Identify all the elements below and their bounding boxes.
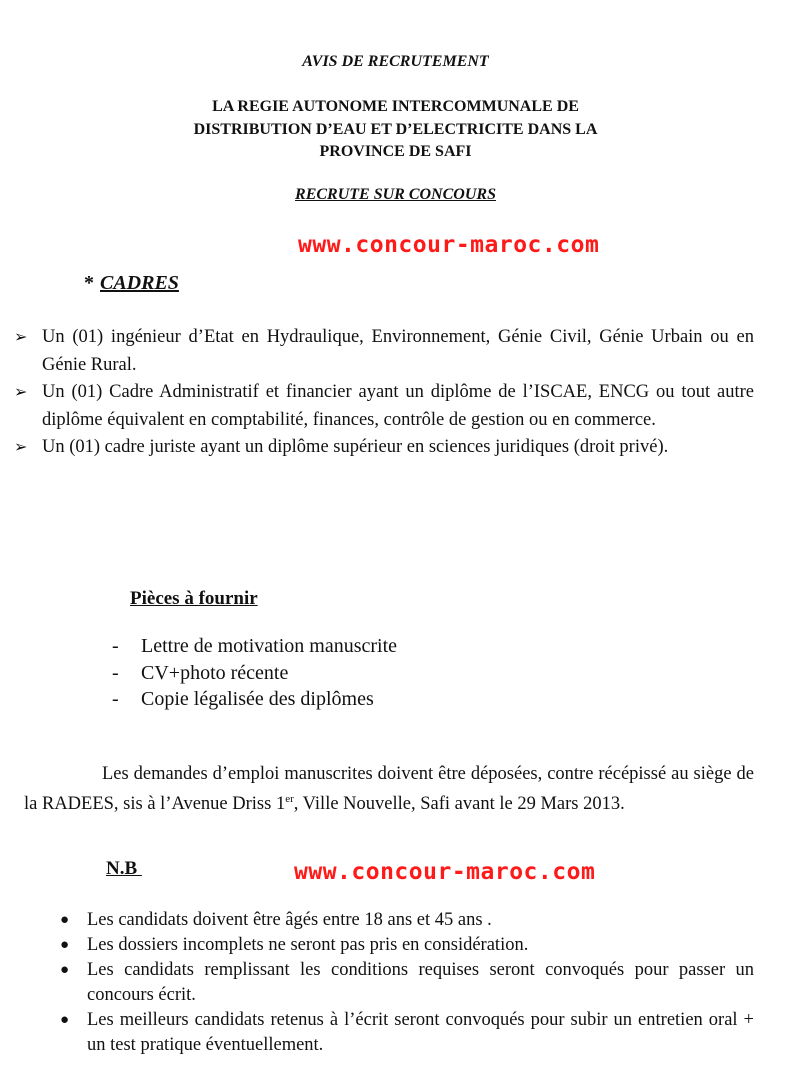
dot-bullet-icon: ●	[60, 912, 70, 928]
org-line: LA REGIE AUTONOME INTERCOMMUNALE DE	[212, 98, 579, 115]
position-text: Un (01) Cadre Administratif et financier ayant un diplôme de l’ISCAE, ENCG ou tout autre diplôme équivalent en comptabilité, finances, contrôle de gestion ou en commerce.	[42, 382, 754, 430]
position-item	[14, 324, 754, 379]
nb-heading: N.B	[106, 858, 142, 879]
paragraph-text-end: , Ville Nouvelle, Safi avant le 29 Mars 2013.	[293, 793, 625, 814]
watermark-top: www.concour-maroc.com	[298, 232, 600, 258]
org-line: DISTRIBUTION D’EAU ET D’ELECTRICITE DANS LA	[193, 120, 598, 138]
star-marker: *	[84, 272, 94, 294]
note-item	[58, 958, 754, 1008]
note-item	[58, 933, 754, 958]
watermark-bottom: www.concour-maroc.com	[294, 859, 596, 885]
position-text: Un (01) cadre juriste ayant un diplôme supérieur en sciences juridiques (droit privé).	[42, 437, 669, 457]
note-text: Les dossiers incomplets ne seront pas pris en considération.	[87, 935, 529, 955]
note-text: Les candidats remplissant les conditions requises seront convoqués pour passer un concours écrit.	[87, 960, 754, 1005]
document-item	[112, 686, 397, 713]
arrow-bullet-icon: ➢	[14, 384, 28, 401]
document-text: CV+photo récente	[141, 661, 289, 684]
document-item	[112, 660, 397, 687]
dash-bullet: -	[112, 661, 119, 684]
document-text: Lettre de motivation manuscrite	[141, 635, 398, 657]
note-text: Les meilleurs candidats retenus à l’écrit seront convoqués pour subir un entretien oral + un test pratique éventuellement.	[87, 1010, 754, 1055]
arrow-bullet-icon: ➢	[14, 439, 28, 456]
note-item	[58, 908, 754, 933]
dot-bullet-icon: ●	[60, 962, 70, 978]
arrow-bullet-icon: ➢	[14, 329, 28, 346]
dot-bullet-icon: ●	[60, 937, 70, 953]
note-item	[58, 1008, 754, 1058]
dash-bullet: -	[112, 688, 119, 710]
position-text: Un (01) ingénieur d’Etat en Hydraulique, Environnement, Génie Civil, Génie Urbain ou en Génie Rural.	[42, 327, 754, 375]
superscript-er: er	[285, 792, 294, 805]
position-item	[14, 379, 754, 434]
paragraph-text-start: Les demandes d’emploi manuscrites doivent être déposées, contre récépissé au siège de la RADEES, sis à l’Avenue Driss 1	[24, 764, 754, 814]
dot-bullet-icon: ●	[60, 1012, 70, 1028]
notes-list	[58, 908, 754, 1058]
document-item	[112, 633, 397, 660]
documents-list	[112, 633, 397, 713]
notice-title: AVIS DE RECRUTEMENT	[302, 53, 489, 70]
recruitment-heading-text: RECRUTE SUR CONCOURS	[295, 186, 496, 203]
position-item	[14, 434, 754, 462]
dash-bullet: -	[112, 635, 119, 657]
note-text: Les candidats doivent être âgés entre 18 ans et 45 ans .	[87, 910, 492, 930]
organization-name	[0, 96, 791, 164]
submission-paragraph	[24, 762, 754, 816]
recruitment-heading	[0, 186, 791, 204]
cadres-label: CADRES	[100, 272, 179, 294]
cadres-heading	[84, 272, 179, 295]
documents-heading: Pièces à fournir	[130, 588, 258, 609]
org-line: PROVINCE DE SAFI	[319, 143, 472, 160]
positions-list	[14, 324, 754, 462]
document-text: Copie légalisée des diplômes	[141, 688, 374, 710]
